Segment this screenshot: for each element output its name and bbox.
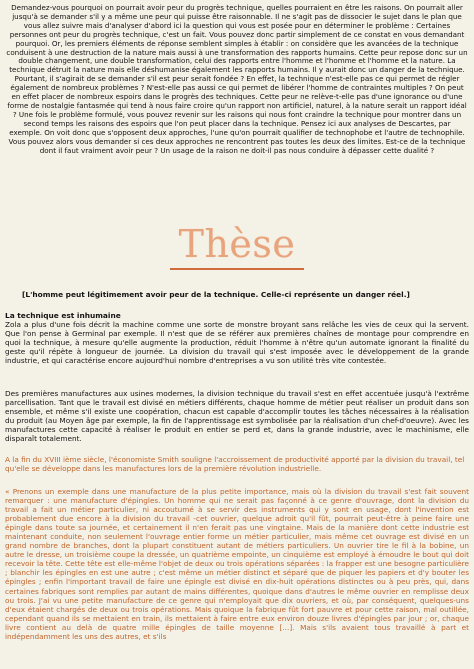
intro-paragraph: Demandez-vous pourquoi on pourrait avoir peur du progrès technique, quelles pourraient en être les raisons. On pourrait aller jusqu'à se demander s'il y a même une peur qui puisse être raisonnable. Il ne s'agit pas de dissocier le sujet dans le plan que vous allez suivre mais d'analyser d'abord ici la question qui vous est posée pour en déterminer le problème : Certaines personnes ont peur du progrès technique, c'est un fait. Vous pouvez donc partir simplement de ce constat en vous demandant pourquoi. Or, les premiers éléments de réponse semblent simples à établir : on considère que les avancées de la technique conduisent à une destruction de la nature mais aussi à une transformation des rapports humains. Cette peur repose donc sur un double changement, une double transformation, celui des rapports entre l'homme et l'homme et l'homme et la nature. La technique détruit la nature mais elle déshumanise également les rapports humains. Il y aurait donc un danger de la technique. Pourtant, il s'agirait de se demander s'il est peur serait fondée ? En effet, la technique n'est-elle pas ce qui permet de régler également de nombreux problèmes ? N'est-elle pas aussi ce qui permet de libérer l'homme de contraintes multiples ? On peut en effet placer de nombreux espoirs dans le progrès des techniques. Cette peur ne relève-t-elle pas d'une ignorance ou d'une forme de nostalgie fantasmée qui tend à nous faire croire qu'un rapport non artificiel, naturel, à la nature serait un rapport idéal ? Une fois le problème formulé, vous pouvez revenir sur les raisons qui nous font craindre la technique pour montrer dans un second temps les raisons des espoirs que l'on peut placer dans la technique. Pensez ici aux analyses de Descartes, par exemple. On voit donc que s'opposent deux approches, l'une qu'on pourrait qualifier de technophobe et l'autre de technophile. Vous pouvez alors vous demander si ces deux approches ne rencontrent pas toutes les deux des limites. Est-ce de la technique dont il faut vraiment avoir peur ? Un usage de la raison ne doit-il pas nous conduire à dépasser cette dualité ? <box>6 3 468 155</box>
body-paragraph-manufactures: Des premières manufactures aux usines modernes, la division technique du travail s'est en effet accentuée jusqu'à l'extrême parcellisation. Tant que le travail est divisé en métiers différents, chaque homme de métier peut réaliser un produit dans son ensemble, et même s'il existe une coopération, chacun est capable d'accomplir toutes les tâches nécessaires à la réalisation du produit (au Moyen âge par exemple, la fin de l'apprentissage est symbolisée par la réalisation d'un chef-d'oeuvre). Avec les manufactures cette capacité à réaliser le produit en entier se perd et, dans la grande industrie, avec le machinisme, elle disparaît totalement. <box>5 389 469 444</box>
title-underline <box>170 268 304 270</box>
quote-paragraph-epingles: « Prenons un exemple dans une manufacture de la plus petite importance, mais où la division du travail s'est fait souvent remarquer : une manufacture d'épingles. Un homme qui ne serait pas façonné à ce genre d'ouvrage, dont la division du travail a fait un métier particulier, ni accoutumé à se servir des instruments qui y sont en usage, dont l'invention est probablement due encore à la division du travail -cet ouvrier, quelque adroit qu'il fût, pourrait peut-être à peine faire une épingle dans toute sa journée, et certainement il n'en ferait pas une vingtaine. Mais de la manière dont cette industrie est maintenant conduite, non seulement l'ouvrage entier forme un métier particulier, mais même cet ouvrage est divisé en un grand nombre de branches, dont la plupart constituent autant de métiers particuliers. Un ouvrier tire le fil à la bobine, un autre le dresse, un troisième coupe la dressée, un quatrième empointe, un cinquième est employé à émoudre le bout qui doit recevoir la tête. Cette tête est elle-même l'objet de deux ou trois opérations séparées : la frapper est une besogne particulière ; blanchir les épingles en est une autre ; c'est même un métier distinct et séparé que de piquer les papiers et d'y bouter les épingles ; enfin l'important travail de faire une épingle est divisé en dix-huit opérations distinctes ou à peu près, qui, dans certaines fabriques sont remplies par autant de mains différentes, quoique dans d'autres le même ouvrier en remplisse deux ou trois. J'ai vu une petite manufacture de ce genre qui n'employait que dix ouvriers, et où, par conséquent, quelques-uns d'eux étaient chargés de deux ou trois opérations. Mais quoique la fabrique fût fort pauvre et pour cette raison, mal outillée, cependant quand ils se mettaient en train, ils mettaient à faire entre eux environ douze livres d'épingles par jour ; or, chaque livre contient au delà de quatre mille épingles de taille moyenne [...]. Mais s'ils avaient tous travaillé à part et indépendamment les uns des autres, et s'ils <box>5 487 469 641</box>
body-paragraph-zola: Zola a plus d'une fois décrit la machine comme une sorte de monstre broyant sans relâche les vies de ceux qui la servent. Que l'on pense à Germinal par exemple. Il n'est que de se référer aux premières chaînes de montage pour comprendre en quoi la technique, à mesure qu'elle augmente la production, réduit l'homme à n'être qu'un automate ignorant la finalité du geste qu'il répète à longueur de journée. La division du travail qui s'est imposée avec le développement de la grande industrie, et qui caractérise encore aujourd'hui nombre d'entreprises a vu son utilité très vite contestée. <box>5 320 469 366</box>
subsection-title: La technique est inhumaine <box>5 311 121 320</box>
section-heading-these: Thèse <box>178 222 296 266</box>
body-paragraph-smith: A la fin du XVIII ième siècle, l'économiste Smith souligne l'accroissement de productivité apporté par la division du travail, tel qu'elle se développe dans les manufactures lors de la première révolution industrielle. <box>5 455 465 474</box>
title-block <box>0 222 474 266</box>
thesis-statement: [L'homme peut légitimement avoir peur de la technique. Celle-ci représente un danger réel.] <box>22 290 410 299</box>
